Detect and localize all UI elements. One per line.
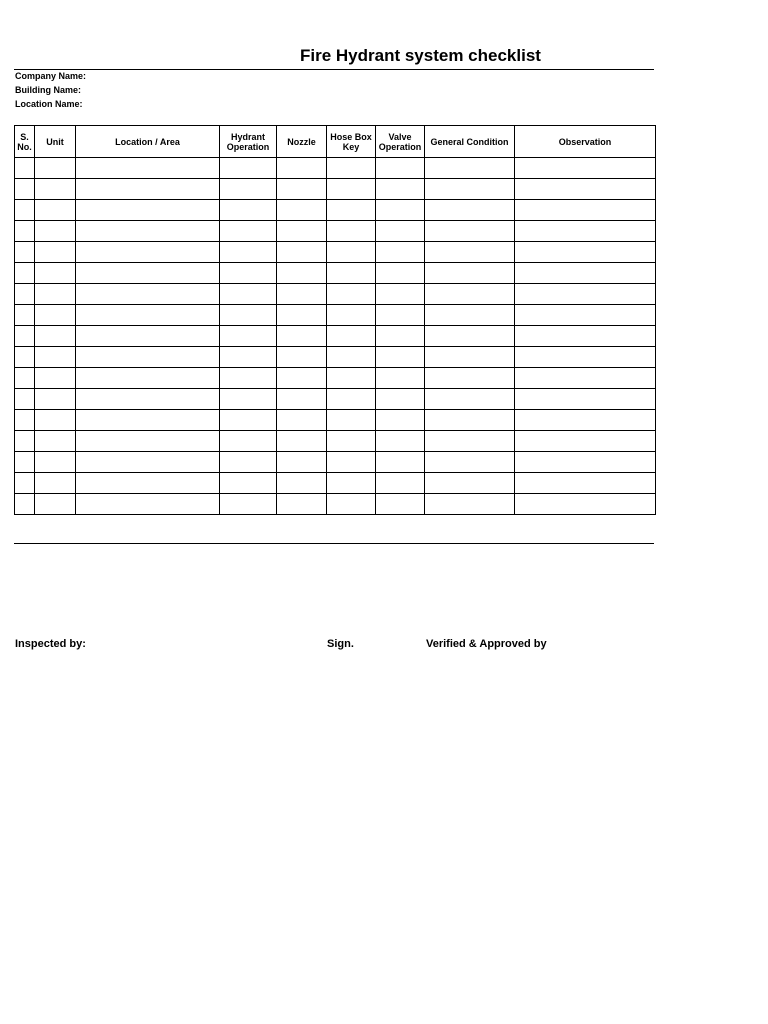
table-cell[interactable] — [35, 473, 76, 494]
table-cell[interactable] — [376, 326, 425, 347]
company-name-label: Company Name: — [15, 71, 87, 81]
table-cell[interactable] — [35, 494, 76, 515]
table-cell[interactable] — [425, 473, 515, 494]
table-cell[interactable] — [220, 221, 277, 242]
table-cell[interactable] — [15, 179, 35, 200]
table-cell[interactable] — [515, 389, 656, 410]
table-cell[interactable] — [15, 200, 35, 221]
table-cell[interactable] — [277, 242, 327, 263]
table-cell[interactable] — [15, 326, 35, 347]
table-row — [15, 305, 656, 326]
table-cell[interactable] — [425, 326, 515, 347]
table-cell[interactable] — [515, 242, 656, 263]
table-cell[interactable] — [515, 305, 656, 326]
table-cell[interactable] — [76, 242, 220, 263]
table-cell[interactable] — [35, 158, 76, 179]
table-cell[interactable] — [376, 179, 425, 200]
table-cell[interactable] — [376, 305, 425, 326]
table-cell[interactable] — [327, 263, 376, 284]
table-cell[interactable] — [327, 389, 376, 410]
table-cell[interactable] — [515, 158, 656, 179]
table-cell[interactable] — [277, 347, 327, 368]
table-cell[interactable] — [76, 221, 220, 242]
table-cell[interactable] — [425, 410, 515, 431]
table-cell[interactable] — [277, 368, 327, 389]
table-cell[interactable] — [376, 158, 425, 179]
table-row — [15, 389, 656, 410]
header-general-condition: General Condition — [425, 126, 515, 158]
page-title: Fire Hydrant system checklist — [300, 46, 541, 65]
table-cell[interactable] — [425, 389, 515, 410]
table-cell[interactable] — [425, 452, 515, 473]
table-cell[interactable] — [220, 389, 277, 410]
table-row — [15, 494, 656, 515]
header-nozzle: Nozzle — [277, 126, 327, 158]
table-cell[interactable] — [327, 284, 376, 305]
table-cell[interactable] — [515, 452, 656, 473]
table-cell[interactable] — [376, 263, 425, 284]
table-cell[interactable] — [277, 431, 327, 452]
table-cell[interactable] — [35, 410, 76, 431]
table-cell[interactable] — [76, 284, 220, 305]
title-divider — [14, 69, 654, 70]
table-cell[interactable] — [425, 242, 515, 263]
table-cell[interactable] — [220, 368, 277, 389]
table-cell[interactable] — [35, 326, 76, 347]
table-row — [15, 263, 656, 284]
table-cell[interactable] — [277, 473, 327, 494]
table-cell[interactable] — [515, 494, 656, 515]
table-cell[interactable] — [515, 473, 656, 494]
table-cell[interactable] — [425, 179, 515, 200]
table-cell[interactable] — [425, 221, 515, 242]
table-row — [15, 473, 656, 494]
table-cell[interactable] — [220, 284, 277, 305]
table-row — [15, 347, 656, 368]
inspected-by-label: Inspected by: — [15, 638, 86, 650]
header-hydrant-operation: Hydrant Operation — [220, 126, 277, 158]
table-cell[interactable] — [76, 347, 220, 368]
table-cell[interactable] — [35, 200, 76, 221]
table-cell[interactable] — [35, 179, 76, 200]
building-name-label: Building Name: — [15, 85, 82, 95]
table-cell[interactable] — [376, 368, 425, 389]
table-cell[interactable] — [76, 494, 220, 515]
table-cell[interactable] — [515, 368, 656, 389]
header-serial-no: S. No. — [15, 126, 35, 158]
table-cell[interactable] — [76, 368, 220, 389]
table-cell[interactable] — [425, 368, 515, 389]
table-cell[interactable] — [425, 284, 515, 305]
table-cell[interactable] — [220, 326, 277, 347]
table-cell[interactable] — [15, 347, 35, 368]
table-cell[interactable] — [15, 473, 35, 494]
table-cell[interactable] — [15, 158, 35, 179]
table-cell[interactable] — [35, 284, 76, 305]
table-cell[interactable] — [327, 221, 376, 242]
table-cell[interactable] — [35, 347, 76, 368]
table-cell[interactable] — [15, 389, 35, 410]
table-cell[interactable] — [515, 200, 656, 221]
header-location-area: Location / Area — [76, 126, 220, 158]
table-cell[interactable] — [35, 221, 76, 242]
table-cell[interactable] — [277, 452, 327, 473]
table-cell[interactable] — [515, 431, 656, 452]
table-cell[interactable] — [15, 368, 35, 389]
table-cell[interactable] — [277, 326, 327, 347]
table-cell[interactable] — [277, 179, 327, 200]
table-cell[interactable] — [15, 431, 35, 452]
table-cell[interactable] — [76, 389, 220, 410]
table-header-row — [15, 126, 656, 158]
table-row — [15, 284, 656, 305]
table-body — [15, 158, 656, 515]
table-cell[interactable] — [35, 242, 76, 263]
table-cell[interactable] — [76, 200, 220, 221]
table-cell[interactable] — [327, 410, 376, 431]
table-cell[interactable] — [35, 452, 76, 473]
table-cell[interactable] — [327, 494, 376, 515]
table-cell[interactable] — [327, 158, 376, 179]
table-cell[interactable] — [220, 263, 277, 284]
table-cell[interactable] — [35, 368, 76, 389]
table-cell[interactable] — [220, 347, 277, 368]
table-cell[interactable] — [76, 158, 220, 179]
table-cell[interactable] — [277, 389, 327, 410]
table-cell[interactable] — [15, 494, 35, 515]
table-cell[interactable] — [76, 179, 220, 200]
table-cell[interactable] — [15, 410, 35, 431]
table-cell[interactable] — [15, 263, 35, 284]
table-cell[interactable] — [376, 200, 425, 221]
table-cell[interactable] — [220, 410, 277, 431]
header-valve-operation: Valve Operation — [376, 126, 425, 158]
table-cell[interactable] — [425, 431, 515, 452]
table-cell[interactable] — [515, 410, 656, 431]
table-row — [15, 410, 656, 431]
table-cell[interactable] — [515, 263, 656, 284]
table-cell[interactable] — [15, 284, 35, 305]
table-row — [15, 431, 656, 452]
table-cell[interactable] — [327, 305, 376, 326]
header-unit: Unit — [35, 126, 76, 158]
table-cell[interactable] — [220, 242, 277, 263]
table-cell[interactable] — [15, 305, 35, 326]
table-cell[interactable] — [425, 263, 515, 284]
table-cell[interactable] — [277, 305, 327, 326]
table-cell[interactable] — [220, 473, 277, 494]
checklist-table — [14, 125, 656, 515]
table-cell[interactable] — [277, 200, 327, 221]
table-cell[interactable] — [220, 179, 277, 200]
bottom-divider — [14, 543, 654, 544]
table-cell[interactable] — [425, 494, 515, 515]
table-row — [15, 326, 656, 347]
table-cell[interactable] — [376, 452, 425, 473]
table-row — [15, 200, 656, 221]
table-cell[interactable] — [327, 200, 376, 221]
table-cell[interactable] — [425, 305, 515, 326]
table-cell[interactable] — [425, 347, 515, 368]
table-cell[interactable] — [376, 347, 425, 368]
table-cell[interactable] — [277, 221, 327, 242]
table-cell[interactable] — [376, 494, 425, 515]
table-cell[interactable] — [327, 326, 376, 347]
table-cell[interactable] — [15, 452, 35, 473]
table-cell[interactable] — [220, 452, 277, 473]
table-cell[interactable] — [76, 410, 220, 431]
table-cell[interactable] — [15, 242, 35, 263]
table-cell[interactable] — [515, 179, 656, 200]
table-cell[interactable] — [220, 431, 277, 452]
table-cell[interactable] — [376, 221, 425, 242]
table-cell[interactable] — [327, 368, 376, 389]
table-cell[interactable] — [220, 494, 277, 515]
table-cell[interactable] — [425, 158, 515, 179]
table-cell[interactable] — [515, 221, 656, 242]
table-cell[interactable] — [35, 389, 76, 410]
table-cell[interactable] — [277, 410, 327, 431]
table-cell[interactable] — [327, 431, 376, 452]
table-cell[interactable] — [515, 347, 656, 368]
table-cell[interactable] — [327, 179, 376, 200]
table-cell[interactable] — [76, 452, 220, 473]
table-cell[interactable] — [220, 200, 277, 221]
table-cell[interactable] — [35, 263, 76, 284]
table-cell[interactable] — [76, 431, 220, 452]
table-row — [15, 179, 656, 200]
table-cell[interactable] — [376, 284, 425, 305]
table-cell[interactable] — [327, 347, 376, 368]
table-cell[interactable] — [376, 431, 425, 452]
table-cell[interactable] — [35, 431, 76, 452]
table-cell[interactable] — [425, 200, 515, 221]
table-row — [15, 158, 656, 179]
table-cell[interactable] — [277, 263, 327, 284]
table-cell[interactable] — [277, 158, 327, 179]
table-cell[interactable] — [376, 410, 425, 431]
table-row — [15, 452, 656, 473]
table-cell[interactable] — [277, 284, 327, 305]
table-cell[interactable] — [515, 284, 656, 305]
table-cell[interactable] — [376, 242, 425, 263]
table-cell[interactable] — [35, 305, 76, 326]
table-cell[interactable] — [376, 473, 425, 494]
table-cell[interactable] — [277, 494, 327, 515]
table-cell[interactable] — [327, 473, 376, 494]
table-cell[interactable] — [376, 389, 425, 410]
table-cell[interactable] — [76, 473, 220, 494]
table-cell[interactable] — [327, 242, 376, 263]
table-cell[interactable] — [15, 221, 35, 242]
table-cell[interactable] — [220, 305, 277, 326]
table-cell[interactable] — [76, 326, 220, 347]
table-cell[interactable] — [220, 158, 277, 179]
table-cell[interactable] — [515, 326, 656, 347]
table-cell[interactable] — [327, 452, 376, 473]
table-row — [15, 221, 656, 242]
header-observation: Observation — [515, 126, 656, 158]
table-cell[interactable] — [76, 305, 220, 326]
verified-approved-label: Verified & Approved by — [426, 638, 547, 650]
table-row — [15, 368, 656, 389]
table-cell[interactable] — [76, 263, 220, 284]
sign-label: Sign. — [327, 638, 354, 650]
header-hose-box-key: Hose Box Key — [327, 126, 376, 158]
table-row — [15, 242, 656, 263]
location-name-label: Location Name: — [15, 99, 83, 109]
